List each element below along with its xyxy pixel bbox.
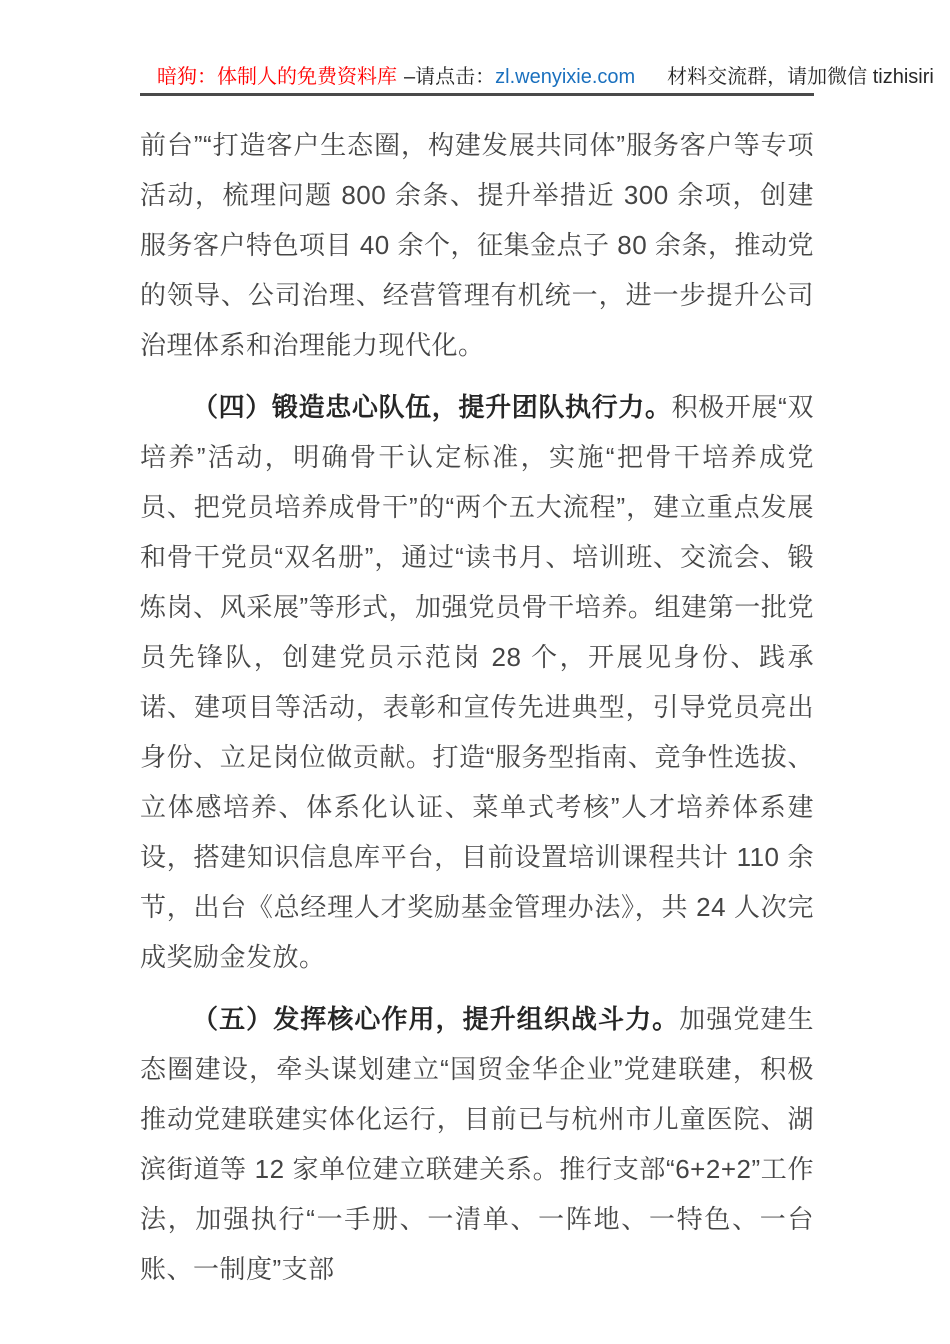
header-divider <box>140 93 814 96</box>
paragraph <box>140 994 814 1294</box>
promo-brand-text: 暗狗：体制人的免费资料库 <box>157 66 397 88</box>
paragraph-text: 积极开展“双培养”活动，明确骨干认定标准，实施“把骨干培养成党员、把党员培养成骨干”的“两个五大流程”，建立重点发展和骨干党员“双名册”，通过“读书月、培训班、交流会、锻炼岗、风采展”等形式，加强党员骨干培养。组建第一批党员先锋队，创建党员示范岗 28 个，开展见身份、践承诺、建项目等活动，表彰和宣传先进典型，引导党员亮出身份、立足岗位做贡献。打造“服务型指南、竞争性选拔、立体感培养、体系化认证、菜单式考核”人才培养体系建设，搭建知识信息库平台，目前设置培训课程共计 110 余节，出台《总经理人才奖励基金管理办法》，共 24 人次完成奖励金发放。 <box>140 392 814 972</box>
paragraph-text: 加强党建生态圈建设，牵头谋划建立“国贸金华企业”党建联建，积极推动党建联建实体化运行，目前已与杭州市儿童医院、湖滨街道等 12 家单位建立联建关系。推行支部“6+2+2”工作法，加强执行“一手册、一清单、一阵地、一特色、一台账、一制度”支部 <box>140 1004 814 1284</box>
paragraph-lead: （四）锻造忠心队伍，提升团队执行力。 <box>192 392 672 422</box>
promo-link[interactable]: zl.wenyixie.com <box>495 66 636 88</box>
paragraph <box>140 382 814 982</box>
document-body <box>140 120 814 1294</box>
promo-group-note: 材料交流群，请加微信 tizhisiri <box>667 66 934 88</box>
paragraph <box>140 120 814 370</box>
paragraph-lead: （五）发挥核心作用，提升组织战斗力。 <box>192 1004 680 1034</box>
promo-prompt-text: –请点击： <box>404 66 496 88</box>
paragraph-text: 前台”“打造客户生态圈，构建发展共同体”服务客户等专项活动，梳理问题 800 余条、提升举措近 300 余项，创建服务客户特色项目 40 余个，征集金点子 80 余条，推动党的领导、公司治理、经营管理有机统一，进一步提升公司治理体系和治理能力现代化。 <box>140 130 814 360</box>
page-content <box>140 0 934 1294</box>
promo-header <box>140 64 934 90</box>
